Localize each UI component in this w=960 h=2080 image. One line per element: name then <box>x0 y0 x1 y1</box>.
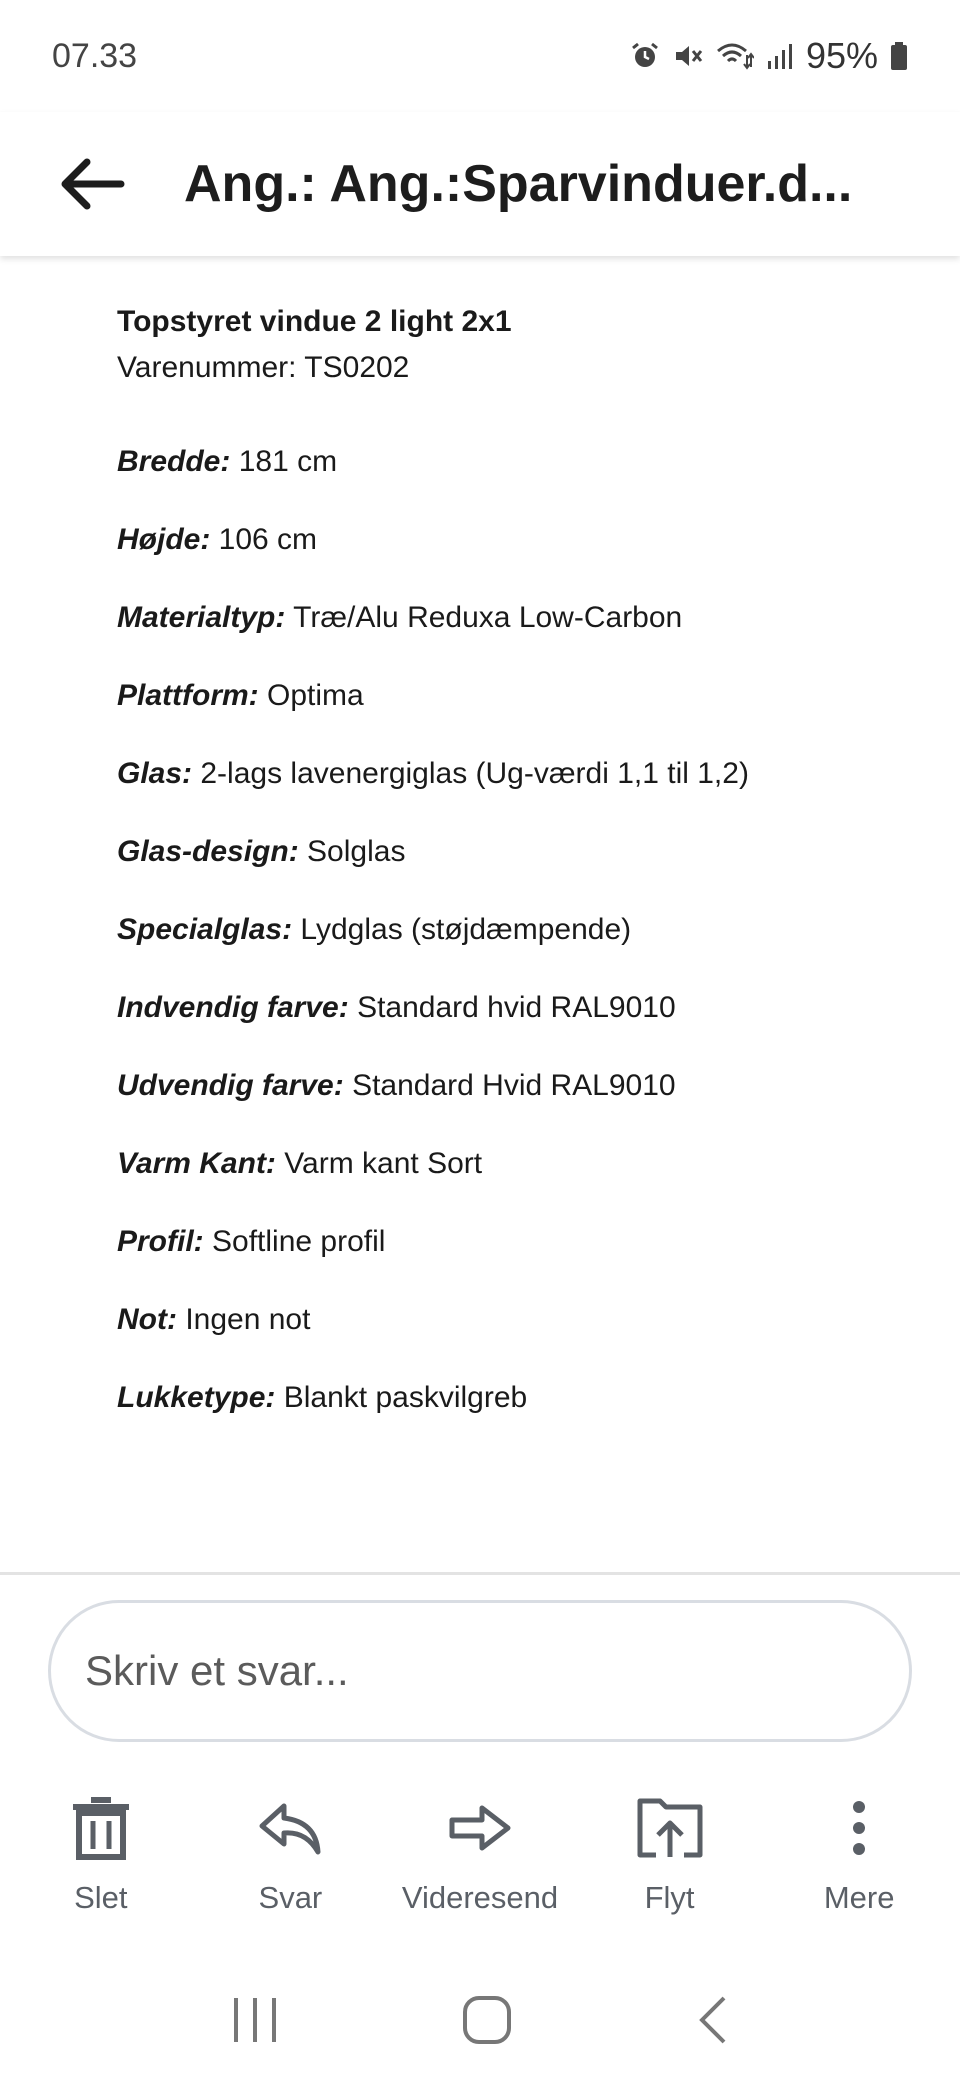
spec-item <box>117 754 960 832</box>
spec-list <box>117 442 960 1456</box>
battery-icon <box>890 41 908 71</box>
spec-value: Standard Hvid RAL9010 <box>352 1069 676 1102</box>
delete-label: Slet <box>74 1880 128 1915</box>
spec-value: Lydglas (støjdæmpende) <box>300 913 632 946</box>
spec-item <box>117 988 960 1066</box>
spec-value: 2-lags lavenergiglas (Ug-værdi 1,1 til 1,2) <box>200 757 749 790</box>
back-button[interactable] <box>52 144 132 224</box>
home-icon[interactable] <box>461 1994 513 2046</box>
spec-value: Solglas <box>307 835 406 868</box>
forward-label: Videresend <box>401 1880 559 1915</box>
spec-value: Ingen not <box>185 1303 311 1336</box>
email-body[interactable] <box>0 256 960 1572</box>
move-label: Flyt <box>644 1880 695 1915</box>
trash-icon <box>71 1795 131 1861</box>
reply-label: Svar <box>258 1880 323 1915</box>
spec-value: 181 cm <box>238 445 338 478</box>
mute-icon <box>672 41 704 71</box>
back-nav-icon[interactable] <box>694 1994 730 2046</box>
spec-key: Udvendig farve: <box>117 1069 344 1102</box>
reply-input[interactable] <box>85 1647 865 1695</box>
forward-arrow-icon <box>448 1802 512 1854</box>
spec-value: Blankt paskvilgreb <box>283 1381 528 1414</box>
more-label: Mere <box>823 1880 895 1915</box>
reply-icon <box>258 1800 322 1856</box>
battery-percentage: 95% <box>805 35 878 76</box>
email-subject: Ang.: Ang.:Sparvinduer.d... <box>184 155 853 213</box>
spec-item <box>117 1144 960 1222</box>
spec-key: Lukketype: <box>117 1381 276 1414</box>
spec-item <box>117 520 960 598</box>
spec-value: Træ/Alu Reduxa Low-Carbon <box>293 601 683 634</box>
more-button[interactable] <box>764 1790 954 1920</box>
spec-value: Optima <box>267 679 364 712</box>
divider <box>0 1572 960 1575</box>
spec-key: Glas-design: <box>117 835 299 868</box>
spec-key: Not: <box>117 1303 177 1336</box>
spec-item <box>117 1300 960 1378</box>
arrow-left-icon <box>59 158 125 210</box>
reply-box[interactable] <box>48 1600 912 1742</box>
spec-item <box>117 1378 960 1456</box>
recent-apps-icon[interactable] <box>230 1996 280 2044</box>
spec-key: Profil: <box>117 1225 204 1258</box>
system-nav-bar <box>0 1960 960 2080</box>
spec-key: Bredde: <box>117 445 231 478</box>
spec-item <box>117 1222 960 1300</box>
alarm-icon <box>630 41 660 71</box>
spec-key: Glas: <box>117 757 193 790</box>
delete-button[interactable] <box>6 1790 196 1920</box>
spec-value: Varm kant Sort <box>284 1147 483 1180</box>
wifi-icon <box>716 41 754 71</box>
reply-button[interactable] <box>196 1790 386 1920</box>
status-bar <box>0 0 960 112</box>
spec-key: Plattform: <box>117 679 259 712</box>
status-time: 07.33 <box>52 36 138 75</box>
more-vertical-icon <box>849 1799 869 1857</box>
spec-item <box>117 1066 960 1144</box>
product-title: Topstyret vindue 2 light 2x1 <box>117 305 512 338</box>
spec-key: Varm Kant: <box>117 1147 276 1180</box>
spec-key: Materialtyp: <box>117 601 286 634</box>
folder-move-icon <box>636 1797 704 1859</box>
spec-key: Højde: <box>117 523 211 556</box>
status-icons <box>630 35 908 77</box>
spec-value: Softline profil <box>212 1225 386 1258</box>
spec-item <box>117 832 960 910</box>
spec-value: Standard hvid RAL9010 <box>357 991 676 1024</box>
spec-value: 106 cm <box>218 523 318 556</box>
action-toolbar <box>0 1790 960 1920</box>
email-header <box>0 112 960 256</box>
forward-button[interactable] <box>385 1790 575 1920</box>
move-button[interactable] <box>575 1790 765 1920</box>
spec-item <box>117 676 960 754</box>
spec-item <box>117 442 960 520</box>
spec-item <box>117 598 960 676</box>
product-number: Varenummer: TS0202 <box>117 351 410 384</box>
spec-item <box>117 910 960 988</box>
spec-key: Indvendig farve: <box>117 991 349 1024</box>
signal-icon <box>766 41 794 71</box>
spec-key: Specialglas: <box>117 913 293 946</box>
